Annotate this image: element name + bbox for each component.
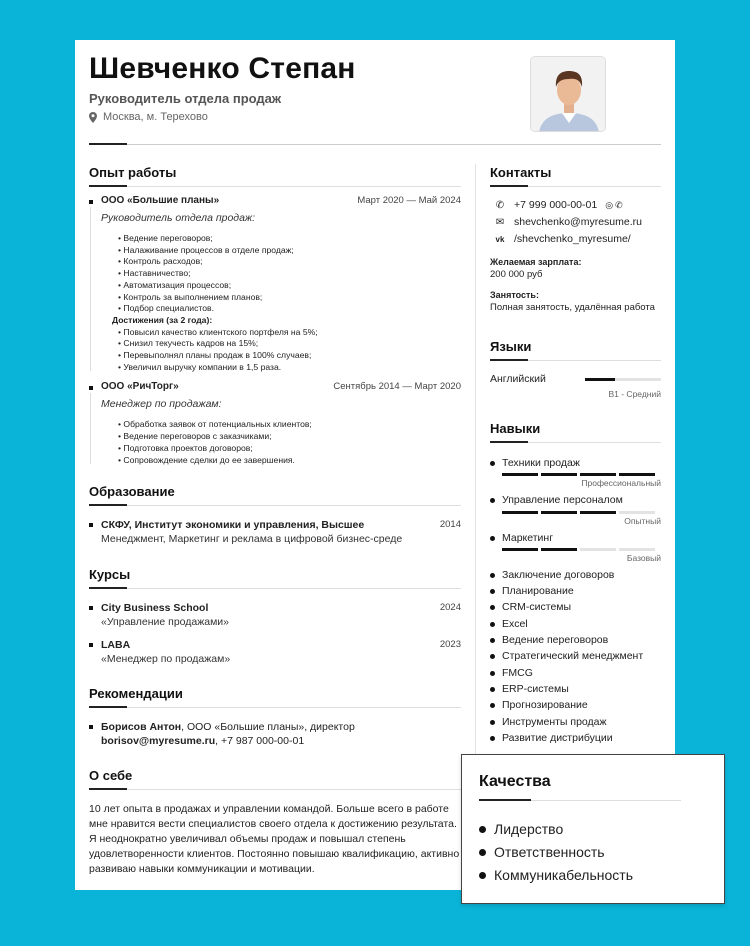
job-role: Руководитель отдела продаж: <box>101 212 256 224</box>
location-pin-icon <box>89 112 97 123</box>
section-divider <box>89 789 461 790</box>
list-item: • Налаживание процессов в отделе продаж; <box>118 245 461 257</box>
section-divider <box>490 442 661 443</box>
skill-name: Маркетинг <box>490 530 661 546</box>
skill-segment <box>580 548 616 551</box>
achievements-title: Достижения (за 2 года): <box>112 314 213 325</box>
vk-icon: vk <box>495 234 505 244</box>
job-entry <box>89 381 461 466</box>
skill-item: Инструменты продаж <box>490 714 661 730</box>
list-item: • Автоматизация процессов; <box>118 280 461 292</box>
course-subtitle: «Менеджер по продажам» <box>101 653 231 666</box>
rated-skill <box>490 530 661 563</box>
employment-value: Полная занятость, удалённая работа <box>490 302 655 313</box>
location <box>89 111 208 123</box>
about-text: 10 лет опыта в продажах и управлении командой. Больше всего в работе мне нравится вести специалистов своего отдела к достижению результата. Я неоднократно увеличивал объемы продаж и повышал степень удовлетворенности клиентов. Постоянно повышаю квалификацию, активно развиваю навыки коммуникации и мотивации. <box>89 803 460 876</box>
education-year: 2014 <box>439 519 461 531</box>
skill-segment <box>619 511 655 514</box>
language-row <box>490 373 661 385</box>
section-divider <box>490 186 661 187</box>
language-level-bar <box>585 378 661 381</box>
vk-row <box>490 233 661 245</box>
email-row <box>490 216 661 228</box>
header-divider-accent <box>89 143 127 145</box>
list-item: • Ведение переговоров; <box>118 233 461 245</box>
list-item: • Контроль за выполнением планов; <box>118 292 461 304</box>
section-divider <box>89 505 461 506</box>
skill-segment <box>502 473 538 476</box>
section-divider <box>89 588 461 589</box>
recommender-name: Борисов Антон <box>101 721 182 734</box>
skill-segment <box>580 511 616 514</box>
skill-level: Профессиональный <box>581 478 661 489</box>
skill-level-bar <box>490 511 661 514</box>
job-line <box>90 207 91 371</box>
list-item: • Сопровождение сделки до ее завершения. <box>118 455 461 467</box>
viber-icon: ✆ <box>615 199 623 210</box>
list-item: • Снизил текучесть кадров на 15%; <box>118 338 461 350</box>
skill-item: Заключение договоров <box>490 567 661 583</box>
education-title-text: СКФУ, Институт экономики и управления, Высшее <box>101 519 365 532</box>
skill-item: ERP-системы <box>490 681 661 697</box>
language-level: B1 - Средний <box>608 389 661 399</box>
qualities-divider <box>479 800 681 801</box>
qualities-list <box>479 818 633 887</box>
quality-item: Коммуникабельность <box>479 864 633 887</box>
list-item: • Обработка заявок от потенциальных клиентов; <box>118 419 461 431</box>
qualities-title: Качества <box>479 773 551 790</box>
section-divider <box>89 707 461 708</box>
experience-title: Опыт работы <box>89 165 177 180</box>
salary-value: 200 000 руб <box>490 269 543 280</box>
mail-icon: ✉ <box>495 216 505 228</box>
list-item: • Подбор специалистов. <box>118 303 461 315</box>
list-item: • Контроль расходов; <box>118 256 461 268</box>
skill-item: Excel <box>490 616 661 632</box>
phone-row <box>490 199 661 211</box>
skill-segment <box>619 548 655 551</box>
skill-item: FMCG <box>490 665 661 681</box>
skill-name: Управление персоналом <box>490 492 661 508</box>
job-role: Менеджер по продажам: <box>101 398 222 411</box>
job-title: Руководитель отдела продаж <box>89 91 282 106</box>
header-divider <box>89 144 661 145</box>
course-year: 2024 <box>439 602 461 614</box>
skill-item: Планирование <box>490 583 661 599</box>
skill-item: Ведение переговоров <box>490 632 661 648</box>
achievement-list <box>101 327 461 374</box>
recommendation-entry <box>89 720 461 748</box>
whatsapp-icon: ◎ <box>605 199 614 210</box>
left-column <box>89 165 461 877</box>
quality-item: Ответственность <box>479 841 633 864</box>
skill-level-bar <box>490 473 661 476</box>
skill-segment <box>541 548 577 551</box>
education-subtitle: Менеджмент, Маркетинг и реклама в цифровой бизнес-среде <box>101 533 403 546</box>
full-name: Шевченко Степан <box>89 52 356 85</box>
course-title: LABA <box>101 639 131 652</box>
phone-icon: ✆ <box>495 199 505 211</box>
course-year: 2023 <box>439 639 461 651</box>
skill-segment <box>502 548 538 551</box>
course-title: City Business School <box>101 602 209 615</box>
skill-segment <box>619 473 655 476</box>
courses-title: Курсы <box>89 567 131 583</box>
rated-skill <box>490 455 661 488</box>
quality-item: Лидерство <box>479 818 633 841</box>
skill-item: Стратегический менеджмент <box>490 648 661 664</box>
skills-title: Навыки <box>490 421 541 436</box>
recommender-phone: , +7 987 000-00-01 <box>215 735 305 748</box>
right-column <box>490 165 661 746</box>
language-level-fill <box>585 378 615 381</box>
qualities-card <box>461 754 725 904</box>
job-dates: Март 2020 — Май 2024 <box>357 195 461 206</box>
languages-title: Языки <box>490 339 532 354</box>
profile-photo <box>530 56 606 132</box>
recommender-company: , ООО «Большие планы», директор <box>181 721 355 734</box>
skill-level: Базовый <box>626 552 661 563</box>
skill-segment <box>502 511 538 514</box>
recommendations-title: Рекомендации <box>89 686 183 702</box>
skill-level: Опытный <box>624 515 661 526</box>
recommender-email[interactable]: borisov@myresume.ru <box>101 735 216 748</box>
location-text: Москва, м. Терехово <box>103 111 208 123</box>
list-item: • Наставничество; <box>118 268 461 280</box>
vk-text[interactable]: /shevchenko_myresume/ <box>514 233 631 245</box>
rated-skill <box>490 492 661 525</box>
skill-item: Прогнозирование <box>490 697 661 713</box>
skill-item: Развитие дистрибуции <box>490 730 661 746</box>
duty-list <box>101 233 461 315</box>
skill-name: Техники продаж <box>490 455 661 471</box>
about-title: О себе <box>89 768 133 784</box>
course-entry <box>89 601 461 629</box>
skill-segment <box>580 473 616 476</box>
education-entry <box>89 518 461 546</box>
list-item: • Перевыполнял планы продаж в 100% случаев; <box>118 350 461 362</box>
section-divider <box>89 186 461 187</box>
employment-label: Занятость: <box>490 290 539 300</box>
skill-level-bar <box>490 548 661 551</box>
email-text[interactable]: shevchenko@myresume.ru <box>514 216 642 228</box>
course-entry <box>89 638 461 666</box>
course-subtitle: «Управление продажами» <box>101 616 230 629</box>
education-title: Образование <box>89 484 175 500</box>
phone-text[interactable]: +7 999 000-00-01 <box>514 199 598 211</box>
salary-label: Желаемая зарплата: <box>490 257 582 267</box>
column-divider <box>475 164 476 754</box>
contacts-title: Контакты <box>490 165 552 180</box>
job-company: ООО «РичТорг» <box>101 381 179 393</box>
list-item: • Подготовка проектов договоров; <box>118 443 461 455</box>
job-line <box>90 393 91 464</box>
list-item: • Ведение переговоров с заказчиками; <box>118 431 461 443</box>
language-name: Английский <box>490 373 546 385</box>
skill-segment <box>541 511 577 514</box>
duty-list <box>101 419 461 466</box>
skill-segment <box>541 473 577 476</box>
job-entry <box>89 195 461 373</box>
job-company: ООО «Большие планы» <box>101 195 220 206</box>
skill-item: CRM-системы <box>490 599 661 615</box>
job-dates: Сентябрь 2014 — Март 2020 <box>333 381 461 393</box>
section-divider <box>490 360 661 361</box>
list-item: • Повысил качество клиентского портфеля на 5%; <box>118 327 461 339</box>
list-item: • Увеличил выручку компании в 1,5 раза. <box>118 362 461 374</box>
